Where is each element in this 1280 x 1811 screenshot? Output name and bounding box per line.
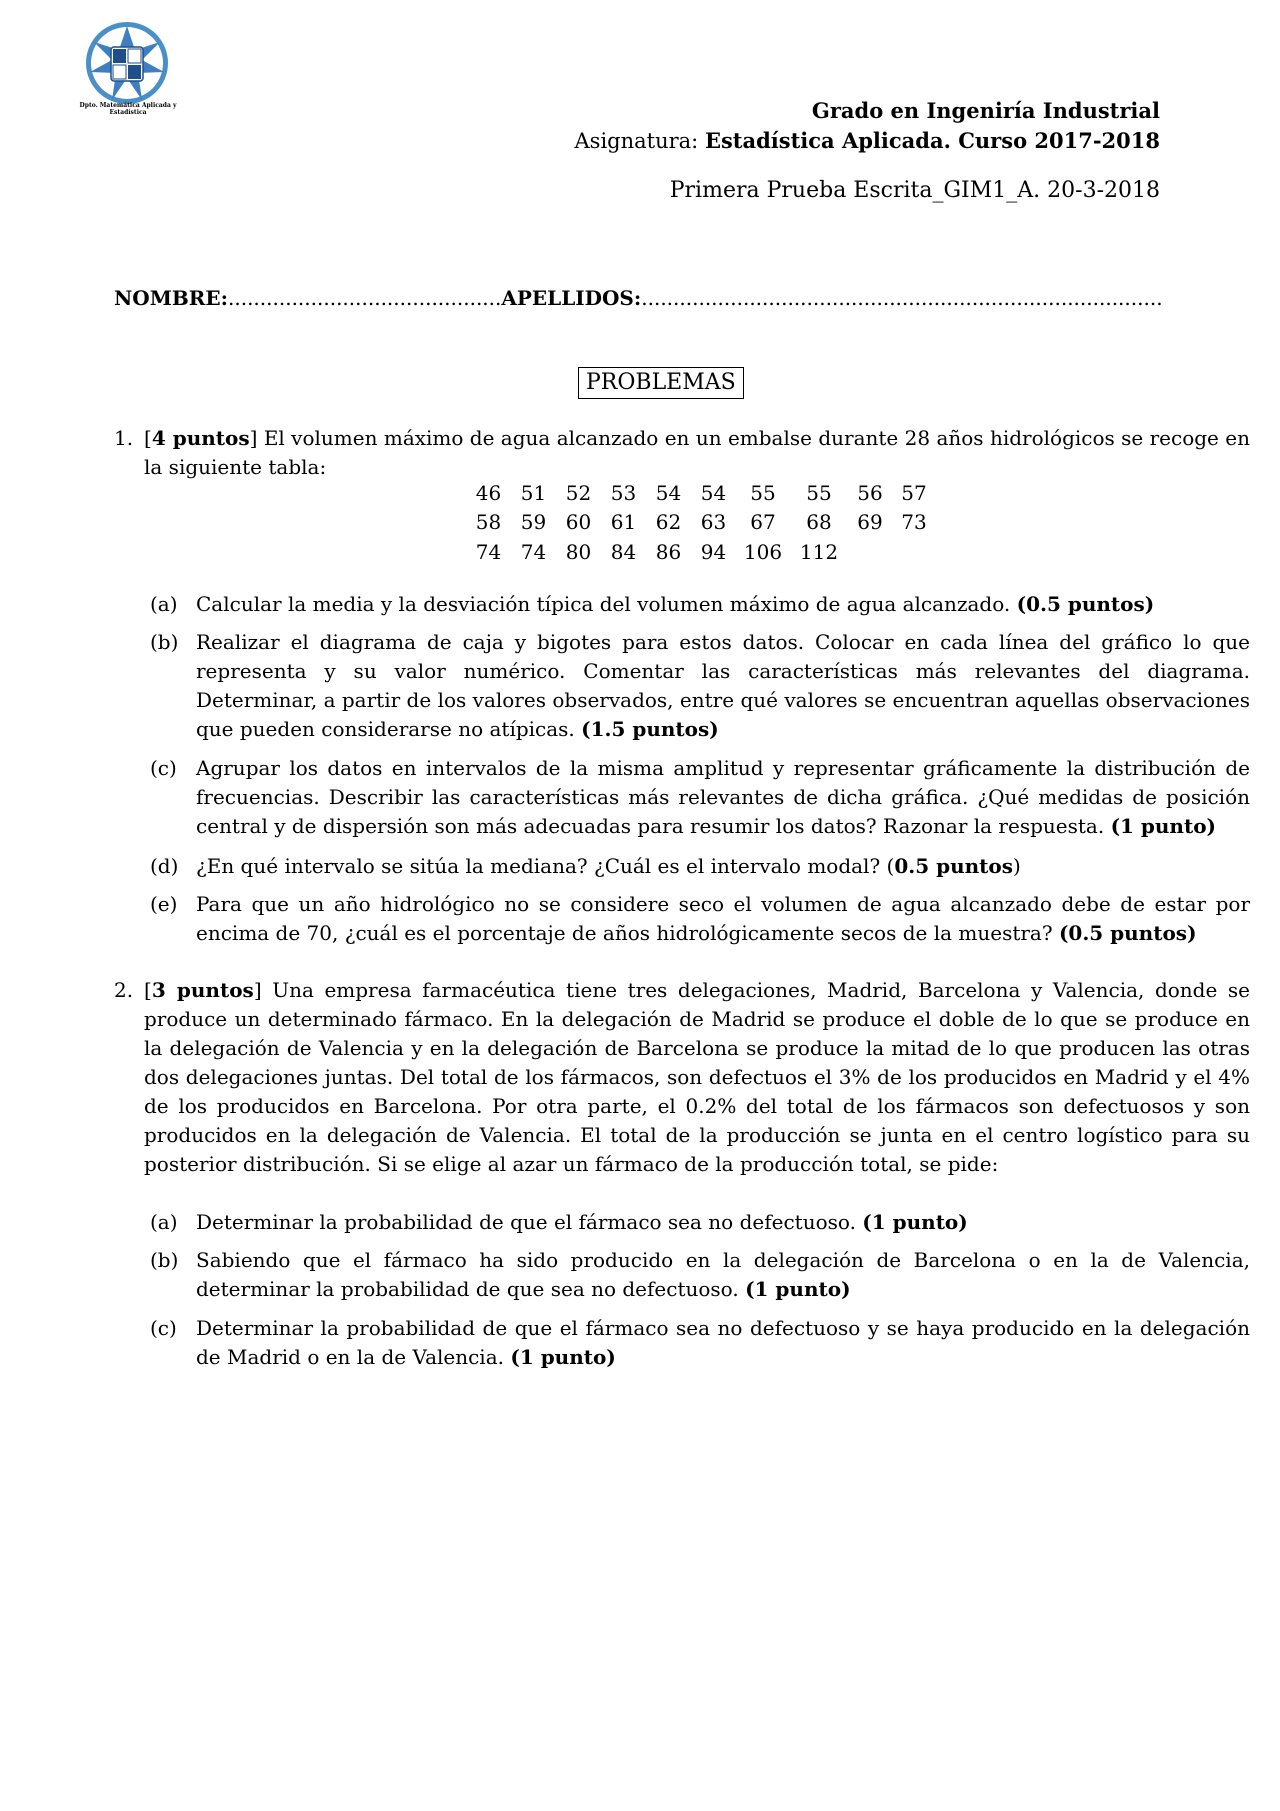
problem-1	[114, 424, 1250, 482]
part-points: (1 punto)	[862, 1210, 968, 1234]
nombre-blank: ...........................................	[228, 286, 502, 310]
table-cell: 61	[610, 510, 637, 535]
part-points: (0.5 puntos)	[1058, 921, 1197, 945]
table-cell: 94	[700, 539, 727, 564]
points-bracket-open: [	[144, 978, 152, 1002]
table-cell: 54	[655, 480, 682, 505]
part-points: (1 punto)	[510, 1345, 616, 1369]
table-cell: 62	[655, 510, 682, 535]
part-1b	[150, 628, 1250, 744]
part-1a	[150, 590, 1250, 619]
table-cell: 80	[565, 539, 592, 564]
table-row	[466, 508, 936, 538]
points-paren-close: )	[1013, 854, 1021, 878]
table-cell: 86	[655, 539, 682, 564]
apellidos-blank: ..................................................................................	[641, 286, 1163, 310]
part-2c	[150, 1314, 1250, 1372]
table-cell: 46	[475, 480, 502, 505]
part-text: Calcular la media y la desviación típica del volumen máximo de agua alcanzado.	[196, 592, 1011, 616]
part-text: Realizar el diagrama de caja y bigotes para estos datos. Colocar en cada línea del gráfico lo que representa y su valor numérico. Comentar las características más relevantes del diagrama. Determinar, a partir de los valores observados, entre qué valores se encuentran aquellas observaciones que pueden considerarse no atípicas.	[196, 630, 1250, 741]
problem-number: 1.	[114, 426, 134, 450]
table-cell: 51	[520, 480, 547, 505]
part-text: Agrupar los datos en intervalos de la misma amplitud y representar gráficamente la distribución de frecuencias. Describir las características más relevantes de dicha gráfica. ¿Qué medidas de posición central y de dispersión son más adecuadas para resumir los datos? Razonar la respuesta.	[196, 756, 1250, 838]
problem-text: Una empresa farmacéutica tiene tres delegaciones, Madrid, Barcelona y Valencia, donde se produce un determinado fármaco. En la delegación de Madrid se produce el doble de lo que se produce en la delegación de Valencia y en la delegación de Barcelona se produce la mitad de lo que producen las otras dos delegaciones juntas. Del total de los fármacos, son defectuos el 3% de los producidos en Madrid y el 4% de los producidos en Barcelona. Por otra parte, el 0.2% del total de los fármacos son defectuosos y son producidos en la delegación de Valencia. El total de la producción se junta en el centro logístico para su posterior distribución. Si se elige al azar un fármaco de la producción total, se pide:	[144, 978, 1250, 1176]
points-bracket-close: ]	[253, 978, 262, 1002]
part-points: (0.5 puntos)	[1016, 592, 1155, 616]
table-cell: 73	[901, 510, 927, 535]
subject-value: Estadística Aplicada. Curso 2017-2018	[704, 128, 1160, 153]
table-cell: 58	[475, 510, 502, 535]
table-cell: 67	[750, 510, 776, 535]
table-cell: 112	[799, 539, 839, 564]
table-cell: 55	[750, 480, 776, 505]
part-points: (1 punto)	[1110, 814, 1217, 838]
table-cell: 84	[610, 539, 637, 564]
points-bracket-close: ]	[249, 426, 258, 450]
part-letter: (b)	[150, 1248, 179, 1272]
table-cell: 52	[565, 480, 592, 505]
part-1d	[150, 852, 1250, 881]
logo-caption: Dpto. Matemática Aplicada y Estadística	[79, 102, 177, 116]
table-cell: 53	[610, 480, 637, 505]
part-2b	[150, 1246, 1250, 1304]
table-cell: 74	[520, 539, 547, 564]
table-cell: 54	[700, 480, 727, 505]
table-cell: 56	[857, 480, 883, 505]
problem-points: 3 puntos	[151, 978, 254, 1002]
subject-line	[575, 126, 1160, 156]
problem-points: 4 puntos	[151, 426, 250, 450]
table-cell: 69	[857, 510, 883, 535]
table-row	[466, 478, 936, 508]
part-text: Determinar la probabilidad de que el fármaco sea no defectuoso y se haya producido en la delegación de Madrid o en la de Valencia.	[196, 1316, 1250, 1369]
table-cell: 59	[520, 510, 547, 535]
table-cell: 106	[743, 539, 783, 564]
exam-title: Primera Prueba Escrita_GIM1_A. 20-3-2018	[669, 178, 1160, 203]
part-points: (1.5 puntos)	[581, 717, 719, 741]
part-letter: (a)	[150, 1210, 178, 1234]
data-table	[466, 478, 936, 567]
apellidos-label: APELLIDOS:	[501, 286, 642, 310]
table-cell: 60	[565, 510, 592, 535]
table-cell	[892, 537, 936, 567]
problem-statement	[144, 976, 1250, 1179]
part-letter: (a)	[150, 592, 178, 616]
table-cell: 63	[700, 510, 727, 535]
part-points: (1 punto)	[745, 1277, 851, 1301]
table-row	[466, 537, 936, 567]
part-1c	[150, 754, 1250, 841]
table-cell: 55	[806, 480, 832, 505]
part-points: 0.5 puntos	[894, 854, 1014, 878]
part-letter: (c)	[150, 756, 177, 780]
problem-text: El volumen máximo de agua alcanzado en un embalse durante 28 años hidrológicos se recoge en la siguiente tabla:	[144, 426, 1250, 479]
table-cell: 68	[806, 510, 832, 535]
part-text: ¿En qué intervalo se sitúa la mediana? ¿Cuál es el intervalo modal?	[196, 854, 881, 878]
part-letter: (b)	[150, 630, 179, 654]
part-text: Determinar la probabilidad de que el fármaco sea no defectuoso.	[196, 1210, 856, 1234]
part-1e	[150, 890, 1250, 948]
university-logo	[84, 20, 170, 106]
subject-label: Asignatura:	[574, 129, 699, 153]
problem-statement	[144, 424, 1250, 482]
points-paren-open: (	[886, 854, 895, 878]
table-cell	[848, 537, 892, 567]
problem-number: 2.	[114, 978, 134, 1002]
part-2a	[150, 1208, 1250, 1237]
points-bracket-open: [	[144, 426, 152, 450]
table-cell: 74	[475, 539, 502, 564]
part-letter: (d)	[150, 854, 179, 878]
degree-title: Grado en Ingeniría Industrial	[811, 98, 1160, 123]
part-text: Sabiendo que el fármaco ha sido producido en la delegación de Barcelona o en la de Valencia, determinar la probabilidad de que sea no defectuoso.	[196, 1248, 1250, 1301]
name-field-line	[114, 286, 1214, 310]
problem-2	[114, 976, 1250, 1179]
table-cell: 57	[901, 480, 927, 505]
part-letter: (e)	[150, 892, 178, 916]
section-title: PROBLEMAS	[578, 367, 744, 399]
nombre-label: NOMBRE:	[114, 286, 228, 310]
exam-header	[575, 96, 1160, 206]
part-text: Para que un año hidrológico no se considere seco el volumen de agua alcanzado debe de estar por encima de 70, ¿cuál es el porcentaje de años hidrológicamente secos de la muestra?	[196, 892, 1250, 945]
part-letter: (c)	[150, 1316, 177, 1340]
